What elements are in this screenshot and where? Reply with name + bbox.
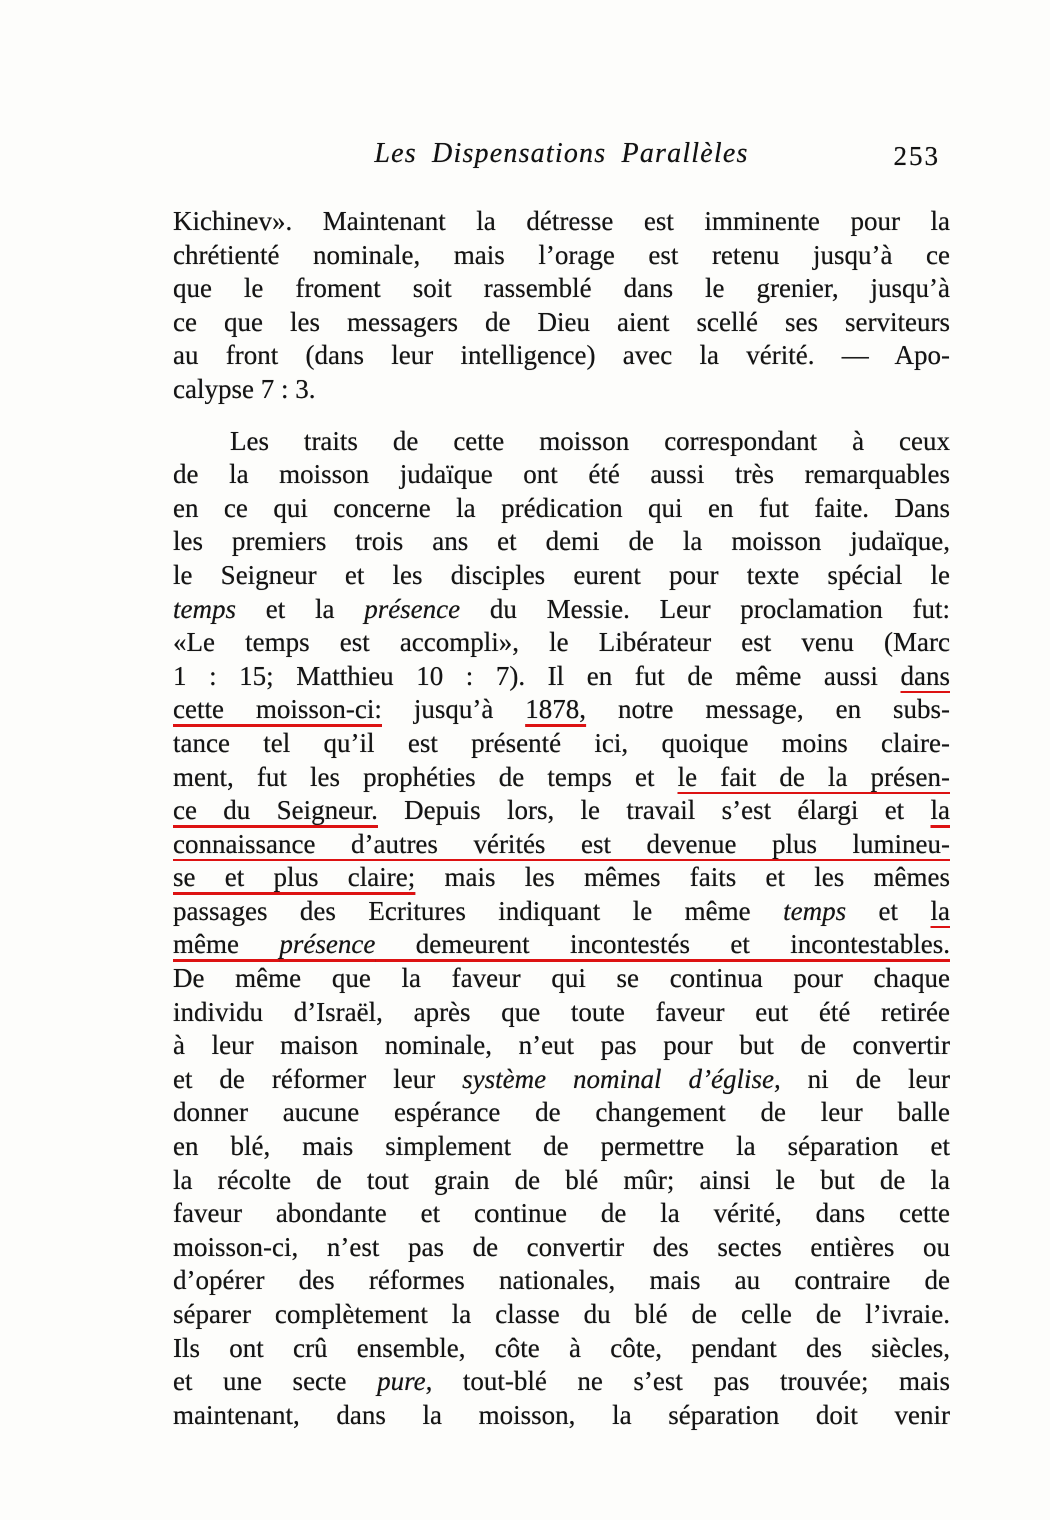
- text-segment: les premiers trois ans et demi de la moisson judaïque,: [173, 526, 950, 557]
- text-line: [173, 492, 950, 526]
- text-segment: temps: [173, 593, 236, 624]
- text-segment: passages des Ecritures indiquant le même: [173, 895, 784, 926]
- text-segment: à leur maison nominale, n’eut pas pour but de convertir: [173, 1030, 950, 1061]
- text-segment: Ils ont crû ensemble, côte à côte, pendant des siècles,: [173, 1332, 950, 1363]
- text-line: [173, 373, 950, 407]
- text-line: [173, 1197, 950, 1231]
- running-header-title: Les Dispensations Parallèles: [374, 138, 749, 169]
- text-segment: et de réformer leur: [173, 1063, 463, 1094]
- text-segment: ni de leur: [780, 1063, 950, 1094]
- text-line: [173, 1365, 950, 1399]
- text-line: [173, 828, 950, 862]
- text-line: [173, 559, 950, 593]
- text-segment: et la: [236, 593, 365, 624]
- text-line: [173, 626, 950, 660]
- text-line: [173, 761, 950, 795]
- text-segment: du Messie. Leur proclamation fut:: [460, 593, 950, 624]
- text-line: [173, 1332, 950, 1366]
- text-line: [173, 1096, 950, 1130]
- text-line: [173, 928, 950, 962]
- text-line: [173, 1298, 950, 1332]
- text-line: [173, 458, 950, 492]
- text-segment: De même que la faveur qui se continua pour chaque: [173, 963, 950, 994]
- text-line: [173, 239, 950, 273]
- page-body: [173, 205, 950, 1432]
- red-underlined-text: se et plus claire;: [173, 862, 416, 893]
- text-segment: pure,: [377, 1366, 433, 1397]
- text-segment: moisson-ci, n’est pas de convertir des sectes entières ou: [173, 1231, 950, 1262]
- text-line: [173, 593, 950, 627]
- red-underlined-text: la: [930, 795, 950, 826]
- text-segment: maintenant, dans la moisson, la séparation doit venir: [173, 1399, 950, 1430]
- text-segment: mais les mêmes faits et les mêmes: [415, 862, 950, 893]
- text-segment: et: [846, 895, 931, 926]
- text-line: [173, 861, 950, 895]
- text-segment: calypse 7 : 3.: [173, 373, 316, 404]
- text-line: [173, 339, 950, 373]
- text-segment: ce que les messagers de Dieu aient scellé ses serviteurs: [173, 306, 950, 337]
- text-segment: temps: [783, 895, 847, 926]
- text-line: [173, 425, 950, 459]
- text-line: [173, 1231, 950, 1265]
- red-underlined-text: présence: [279, 929, 376, 960]
- text-line: [173, 1130, 950, 1164]
- text-segment: jusqu’à: [381, 694, 526, 725]
- text-line: [173, 996, 950, 1030]
- running-header: [173, 138, 950, 178]
- text-line: [173, 205, 950, 239]
- red-underlined-text: demeurent incontestés et incontestables.: [375, 929, 950, 960]
- red-underlined-text: 1878,: [525, 694, 587, 725]
- text-segment: faveur abondante et continue de la vérité, dans cette: [173, 1198, 950, 1229]
- text-line: [173, 794, 950, 828]
- red-underlined-text: dans: [900, 660, 950, 691]
- text-line: [173, 1063, 950, 1097]
- text-segment: tout-blé ne s’est pas trouvée; mais: [432, 1366, 950, 1397]
- text-line: [173, 693, 950, 727]
- paragraph: [173, 425, 950, 1433]
- text-line: [173, 1164, 950, 1198]
- text-segment: Les traits de cette moisson correspondant à ceux: [230, 425, 950, 456]
- text-segment: donner aucune espérance de changement de leur balle: [173, 1097, 950, 1128]
- text-line: [173, 727, 950, 761]
- text-segment: et une secte: [173, 1366, 378, 1397]
- text-line: [173, 895, 950, 929]
- text-segment: de la moisson judaïque ont été aussi très remarquables: [173, 459, 950, 490]
- text-line: [173, 660, 950, 694]
- text-line: [173, 306, 950, 340]
- red-underlined-text: la: [930, 895, 950, 926]
- text-segment: ment, fut les prophéties de temps et: [173, 761, 678, 792]
- text-segment: le Seigneur et les disciples eurent pour texte spécial le: [173, 559, 950, 590]
- text-segment: tance tel qu’il est présenté ici, quoique moins claire-: [173, 727, 950, 758]
- text-segment: individu d’Israël, après que toute faveur eut été retirée: [173, 996, 950, 1027]
- text-segment: présence: [364, 593, 461, 624]
- text-segment: la récolte de tout grain de blé mûr; ainsi le but de la: [173, 1164, 950, 1195]
- text-line: [173, 962, 950, 996]
- text-line: [173, 1264, 950, 1298]
- text-line: [173, 1399, 950, 1433]
- red-underlined-text: le fait de la présen-: [677, 761, 950, 792]
- red-underlined-text: cette moisson-ci:: [173, 694, 382, 725]
- text-line: [173, 1029, 950, 1063]
- text-segment: 1 : 15; Matthieu 10 : 7). Il en fut de même aussi: [173, 660, 901, 691]
- text-segment: en blé, mais simplement de permettre la séparation et: [173, 1131, 950, 1162]
- text-segment: système nominal d’église,: [462, 1063, 781, 1094]
- text-segment: en ce qui concerne la prédication qui en fut faite. Dans: [173, 492, 950, 523]
- red-underlined-text: même: [173, 929, 280, 960]
- text-segment: Kichinev». Maintenant la détresse est imminente pour la: [173, 206, 950, 236]
- text-segment: au front (dans leur intelligence) avec la vérité. — Apo-: [173, 340, 950, 371]
- text-segment: séparer complètement la classe du blé de celle de l’ivraie.: [173, 1299, 950, 1329]
- text-segment: chrétienté nominale, mais l’orage est retenu jusqu’à ce: [173, 239, 950, 270]
- text-segment: «Le temps est accompli», le Libérateur est venu (Marc: [173, 627, 950, 658]
- text-segment: d’opérer des réformes nationales, mais au contraire de: [173, 1265, 950, 1296]
- text-segment: que le froment soit rassemblé dans le grenier, jusqu’à: [173, 273, 950, 304]
- text-line: [173, 525, 950, 559]
- text-line: [173, 272, 950, 306]
- text-segment: Depuis lors, le travail s’est élargi et: [377, 795, 931, 826]
- text-segment: notre message, en subs-: [586, 694, 950, 725]
- red-underlined-text: ce du Seigneur.: [173, 795, 378, 826]
- paragraph: [173, 205, 950, 407]
- page-number: 253: [893, 141, 940, 171]
- red-underlined-text: connaissance d’autres vérités est devenue plus lumineu-: [173, 828, 950, 859]
